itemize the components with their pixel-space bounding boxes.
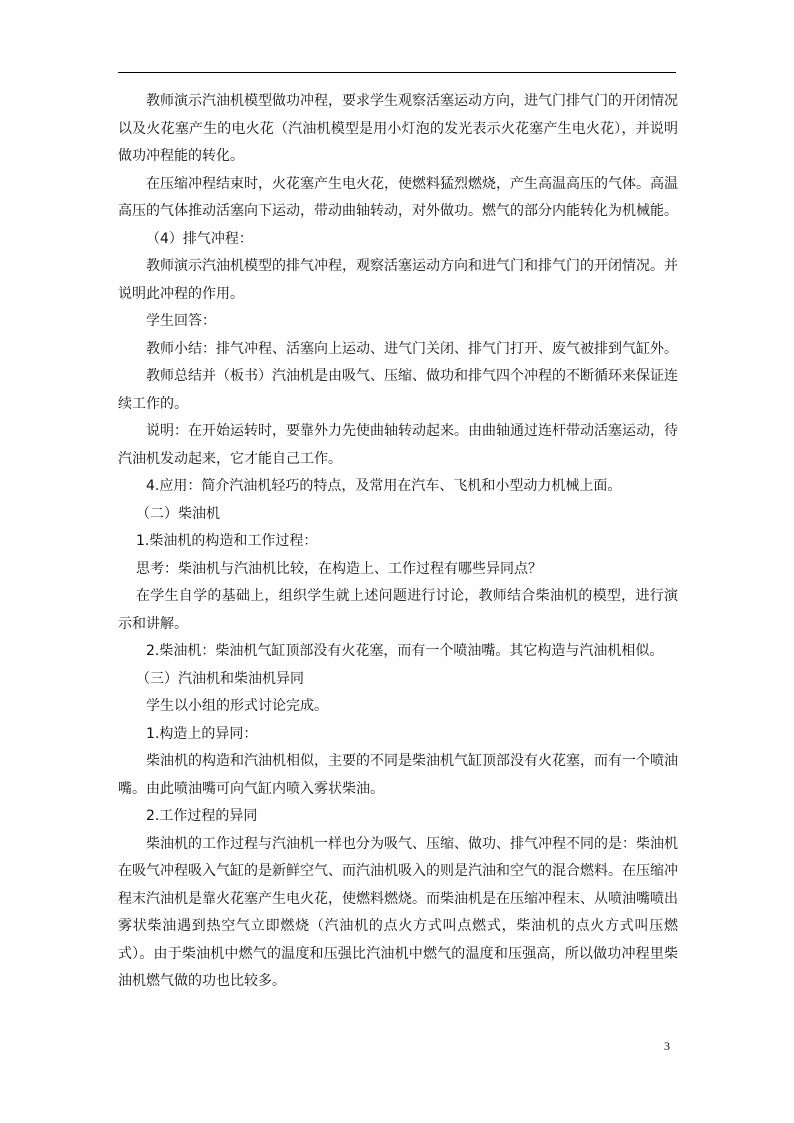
paragraph: 教师小结：排气冲程、活塞向上运动、进气门关闭、排气门打开、废气被排到气缸外。 <box>146 340 678 357</box>
document-body <box>118 88 678 996</box>
paragraph: 2.柴油机：柴油机气缸顶部没有火花塞，而有一个喷油嘴。其它构造与汽油机相似。 <box>146 643 664 659</box>
paragraph: 教师演示汽油机模型做功冲程，要求学生观察活塞运动方向，进气门排气门的开闭情况以及火花塞产生的电火花（汽油机模型是用小灯泡的发光表示火花塞产生电火花），并说明做功冲程能的转化。 <box>118 93 678 164</box>
paragraph: 1.柴油机的构造和工作过程： <box>136 533 318 549</box>
paragraph: 说明：在开始运转时，要靠外力先使曲轴转动起来。由曲轴通过连杆带动活塞运动，待汽油机发动起来，它才能自己工作。 <box>118 423 678 467</box>
paragraph: 教师总结并（板书）汽油机是由吸气、压缩、做功和排气四个冲程的不断循环来保证连续工作的。 <box>118 368 678 412</box>
paragraph: 学生以小组的形式讨论完成。 <box>146 698 328 714</box>
section-heading: （二）柴油机 <box>136 505 220 522</box>
paragraph: 柴油机的工作过程与汽油机一样也分为吸气、压缩、做功、排气冲程不同的是：柴油机在吸气冲程吸入气缸的是新鲜空气、而汽油机吸入的则是汽油和空气的混合燃料。在压缩冲程末汽油机是靠火花塞产生电火花，使燃料燃烧。而柴油机是在压缩冲程末、从喷油嘴喷出雾状柴油遇到热空气立即燃烧（汽油机的点火方式叫点燃式，柴油机的点火方式叫压燃式）。由于柴油机中燃气的温度和压强比汽油机中燃气的温度和压强高，所以做功冲程里柴油机燃气做的功也比较多。 <box>118 835 678 989</box>
paragraph: 1.构造上的异同： <box>146 725 258 742</box>
header-rule <box>118 72 676 73</box>
paragraph: 教师演示汽油机模型的排气冲程，观察活塞运动方向和进气门和排气门的开闭情况。并说明此冲程的作用。 <box>118 258 678 302</box>
paragraph: 4.应用：简介汽油机轻巧的特点，及常用在汽车、飞机和小型动力机械上面。 <box>146 478 622 494</box>
paragraph: 在学生自学的基础上，组织学生就上述问题进行讨论，教师结合柴油机的模型，进行演示和讲解。 <box>118 588 678 632</box>
paragraph: 学生回答： <box>146 313 216 329</box>
section-heading: （4）排气冲程： <box>146 230 253 247</box>
paragraph: 在压缩冲程结束时，火花塞产生电火花，使燃料猛烈燃烧，产生高温高压的气体。高温高压的气体推动活塞向下运动，带动曲轴转动，对外做功。燃气的部分内能转化为机械能。 <box>118 175 678 219</box>
paragraph: 柴油机的构造和汽油机相似，主要的不同是柴油机气缸顶部没有火花塞，而有一个喷油嘴。由此喷油嘴可向气缸内喷入雾状柴油。 <box>118 753 678 797</box>
page-number: 3 <box>664 1039 670 1053</box>
section-heading: （三）汽油机和柴油机异同 <box>136 670 304 687</box>
paragraph: 思考：柴油机与汽油机比较，在构造上、工作过程有哪些异同点？ <box>136 560 542 577</box>
paragraph: 2.工作过程的异同 <box>146 808 258 824</box>
